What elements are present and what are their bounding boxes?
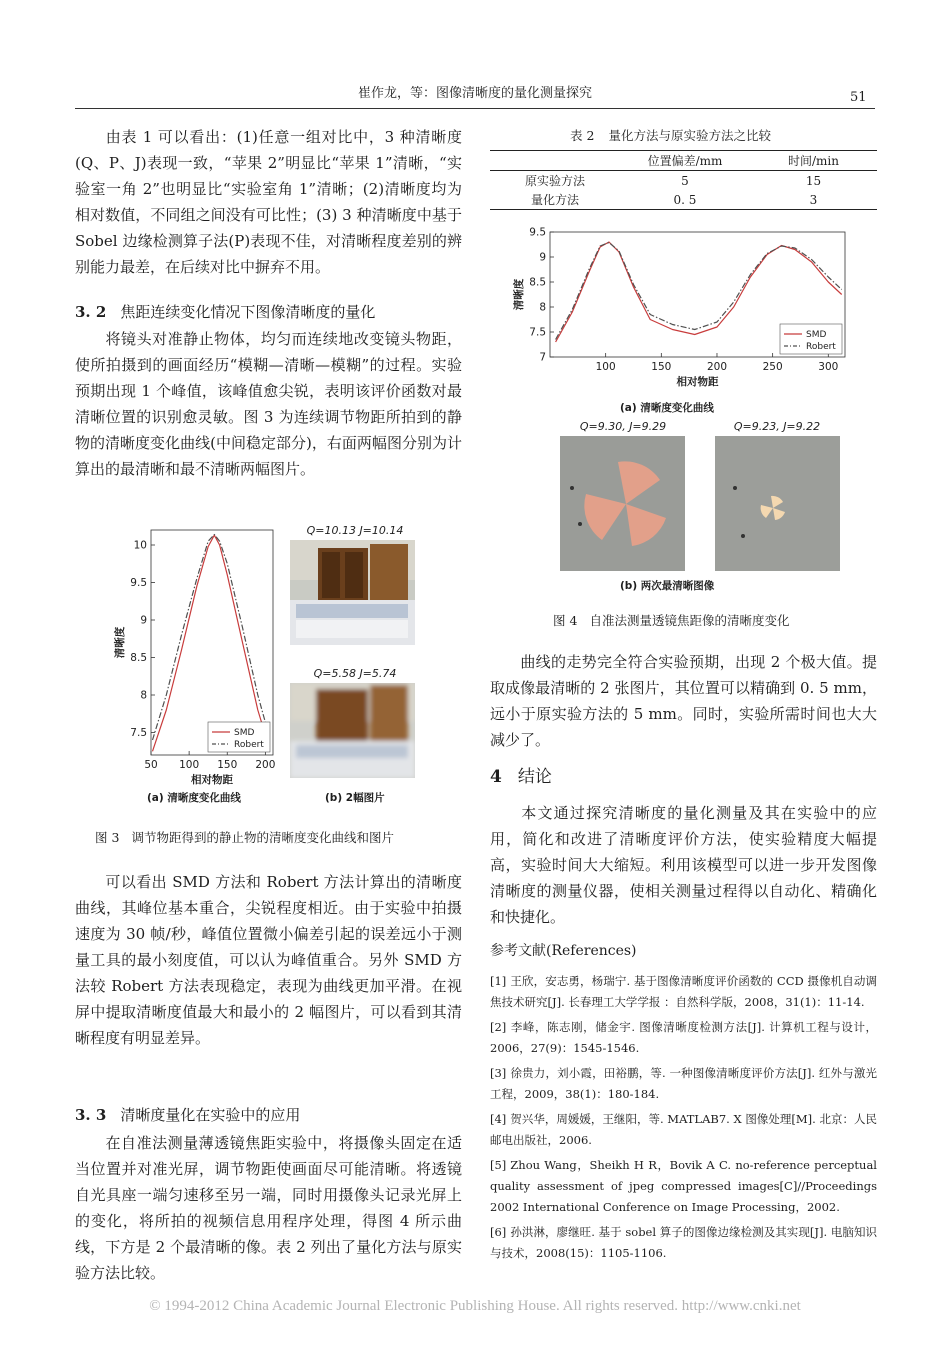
table-cell: 5 — [681, 173, 689, 188]
section-4-heading: 4 结论 — [490, 767, 552, 787]
conclusion-paragraph: 本文通过探究清晰度的量化测量及其在实验中的应用，简化和改进了清晰度评价方法，使实验精度大幅提高，实验时间大大缩短。利用该模型可以进一步开发图像清晰度的测量仪器，使相关测量过程得以自动化、精确化和快捷化。 — [490, 804, 877, 926]
x-tick-label: 200 — [255, 759, 276, 771]
x-axis-label: 相对物距 — [191, 774, 233, 786]
reference-item: [1] 王欣，安志勇，杨瑞宁. 基于图像清晰度评价函数的 CCD 摄像机自动调焦技术研究[J]. 长春理工大学学报 ：自然科学版，2008，31(1)：11-14. — [490, 974, 877, 1009]
figure-4a-chart — [510, 220, 860, 420]
table-2-caption: 表 2 量化方法与原实验方法之比较 — [570, 128, 771, 143]
section-3-2-paragraph: 将镜头对准静止物体，均匀而连续地改变镜头物距，使所拍摄到的画面经历“模糊—清晰—模糊”的过程。实验预期出现 1 个峰值，该峰值愈尖锐，表明该评价函数对最清晰位置的识别愈灵敏。图 3 为连续调节物距所拍到的静物的清晰度变化曲线(中间稳定部分)，右面两幅图分别为计算出的最清晰和最不清晰两幅图片。 — [75, 330, 462, 478]
y-tick-label: 7 — [539, 351, 546, 364]
figure-4b-subcaption: (b) 两次最清晰图像 — [620, 580, 715, 592]
x-tick-label: 200 — [706, 361, 728, 373]
plot-frame — [151, 530, 273, 755]
y-tick-label: 9 — [140, 614, 147, 627]
table-2 — [490, 150, 877, 210]
figure-4-photo2-label: Q=9.23, J=9.22 — [733, 420, 821, 433]
series-line-robert — [153, 535, 270, 741]
figure-4a-subcaption: (a) 清晰度变化曲线 — [620, 402, 714, 414]
y-tick-label: 8.5 — [130, 652, 147, 664]
figure-4 — [510, 220, 860, 600]
reference-item: [5] Zhou Wang，Sheikh H R，Bovik A C. no-reference perceptual quality assessment of jpeg compressed images[C]//Proceedings 2002 International Conference on Image Processing，2002. — [490, 1158, 877, 1214]
y-tick-label: 7.5 — [529, 326, 546, 339]
figure-4-caption: 图 4 自准法测量透镜焦距像的清晰度变化 — [553, 613, 790, 628]
page-number: 51 — [850, 90, 867, 105]
table-row — [490, 190, 877, 210]
table-cell: 0. 5 — [673, 192, 697, 207]
room-photo-blurry-image — [290, 683, 415, 778]
figure-3-caption: 图 3 调节物距得到的静止物的清晰度变化曲线和图片 — [95, 830, 394, 845]
figure-3-photo1-label: Q=10.13 J=10.14 — [306, 524, 404, 537]
y-tick-label: 10 — [133, 539, 147, 552]
figure-3-photo-blurry — [290, 683, 415, 778]
copyright-footer: © 1994-2012 China Academic Journal Electronic Publishing House. All rights reserved. http://www.cnki.net — [149, 1298, 801, 1314]
light-screen-image-2 — [715, 436, 840, 571]
y-tick-label: 8 — [140, 689, 147, 702]
figure-4-photo-1 — [560, 436, 685, 571]
y-tick-label: 9.5 — [130, 577, 147, 589]
room-photo-sharp-image — [290, 540, 415, 645]
light-screen-image-1 — [560, 436, 685, 571]
table-cell: 量化方法 — [530, 193, 579, 207]
references-list — [490, 971, 877, 1268]
x-tick-label: 300 — [818, 361, 839, 373]
legend-label: Robert — [806, 342, 836, 352]
reference-item: [6] 孙洪淋，廖继旺. 基于 sobel 算子的图像边缘检测及其实现[J]. 电脑知识与技术，2008(15)：1105-1106. — [490, 1225, 877, 1260]
y-tick-label: 9 — [539, 251, 546, 264]
y-tick-label: 7.5 — [130, 727, 147, 739]
table-header-cell — [490, 151, 620, 171]
figure-3-photo2-label: Q=5.58 J=5.74 — [313, 667, 397, 680]
y-tick-label: 8.5 — [529, 276, 546, 289]
after-figure-3-paragraph: 可以看出 SMD 方法和 Robert 方法计算出的清晰度曲线，其峰位基本重合，尖锐程度相近。由于实验中拍摄速度为 30 帧/秒，峰值位置微小偏差引起的误差远小于测量工具的最小刻度值，可以认为峰值重合。另外 SMD 方法较 Robert 方法表现稳定，表现为曲线更加平滑。在视屏中提取清晰度值最大和最小的 2 幅图片，可以看到其清晰程度有明显差异。 — [75, 873, 462, 1047]
legend-label: SMD — [234, 728, 255, 738]
y-tick-label: 9.5 — [529, 226, 546, 239]
reference-item: [3] 徐贵力，刘小霞，田裕鹏，等. 一种图像清晰度评价方法[J]. 红外与激光工程，2009，38(1)：180-184. — [490, 1066, 877, 1101]
x-axis-label: 相对物距 — [676, 376, 719, 388]
table-cell: 15 — [805, 173, 822, 188]
x-tick-label: 100 — [595, 361, 616, 373]
reference-item: [2] 李峰，陈志刚，储金宇. 图像清晰度检测方法[J]. 计算机工程与设计，2006，27(9)：1545-1546. — [490, 1020, 877, 1055]
section-3-2-heading: 3. 2 焦距连续变化情况下图像清晰度的量化 — [75, 303, 376, 321]
x-tick-label: 100 — [179, 759, 200, 771]
table-cell: 3 — [809, 192, 818, 207]
header-rule — [75, 108, 875, 109]
x-tick-label: 50 — [144, 759, 158, 771]
x-tick-label: 150 — [651, 361, 672, 373]
legend-label: SMD — [806, 330, 827, 340]
reference-item: [4] 贺兴华，周媛媛，王继阳，等. MATLAB7. X 图像处理[M]. 北京：人民邮电出版社，2006. — [490, 1112, 877, 1147]
figure-3a-chart — [105, 510, 285, 800]
table-cell: 原实验方法 — [524, 174, 585, 188]
series-line-smd — [153, 535, 270, 751]
figure-4-photo-2 — [715, 436, 840, 571]
y-tick-label: 8 — [539, 301, 546, 314]
table-header-row — [490, 151, 877, 171]
legend-label: Robert — [234, 740, 264, 750]
table-row — [490, 171, 877, 191]
references-title: 参考文献(References) — [490, 943, 637, 959]
figure-4-photo1-label: Q=9.30, J=9.29 — [579, 420, 667, 433]
figure-3-photo-sharp — [290, 540, 415, 645]
figure-3b-subcaption: (b) 2幅图片 — [325, 792, 385, 804]
after-figure-4-paragraph: 曲线的走势完全符合实验预期，出现 2 个极大值。提取成像最清晰的 2 张图片，其位置可以精确到 0. 5 mm，远小于原实验方法的 5 mm。同时，实验所需时间也大大减少了。 — [490, 653, 877, 749]
y-axis-label: 清晰度 — [114, 626, 126, 659]
y-axis-label: 清晰度 — [513, 278, 525, 311]
figure-3 — [105, 510, 425, 810]
intro-paragraph: 由表 1 可以看出：(1)任意一组对比中，3 种清晰度(Q、P、J)表现一致，“苹果 2”明显比“苹果 1”清晰，“实验室一角 2”也明显比“实验室角 1”清晰；(2)清晰度均为相对数值，不同组之间没有可比性；(3) 3 种清晰度中基于Sobel 边缘检测算子法(P)表现不佳，对清晰程度差别的辨别能力最差，在后续对比中摒弃不用。 — [75, 128, 462, 276]
section-3-3-paragraph: 在自准法测量薄透镜焦距实验中，将摄像头固定在适当位置并对准光屏，调节物距使画面尽可能清晰。将透镜自光具座一端匀速移至另一端，同时用摄像头记录光屏上的变化，将所拍的视频信息用程序处理，得图 4 所示曲线，下方是 2 个最清晰的像。表 2 列出了量化方法与原实验方法比较。 — [75, 1134, 462, 1282]
x-tick-label: 250 — [762, 361, 783, 373]
x-tick-label: 150 — [217, 759, 238, 771]
table-header-cell: 时间/min — [788, 154, 839, 168]
running-header: 崔作龙，等：图像清晰度的量化测量探究 — [357, 86, 592, 101]
section-3-3-heading: 3. 3 清晰度量化在实验中的应用 — [75, 1106, 301, 1124]
figure-3a-subcaption: (a) 清晰度变化曲线 — [147, 792, 241, 804]
table-header-cell: 位置偏差/mm — [647, 154, 723, 168]
